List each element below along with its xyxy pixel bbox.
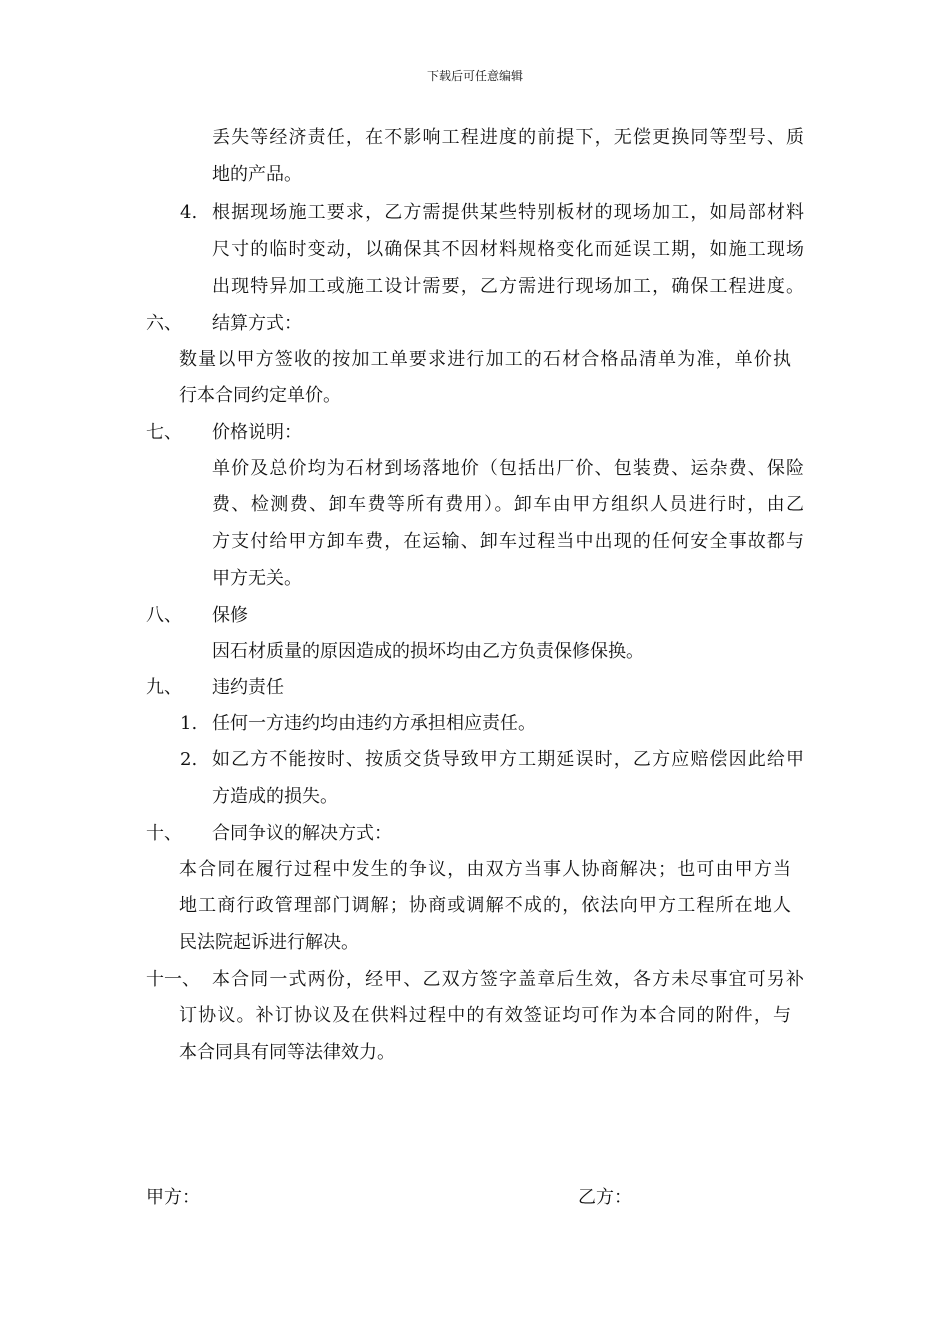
page-header: 下载后可任意编辑 bbox=[426, 69, 523, 83]
party-b-label: 乙方： bbox=[578, 1187, 632, 1208]
party-a-label: 甲方： bbox=[146, 1187, 200, 1208]
sec10-line3: 民法院起诉进行解决。 bbox=[179, 932, 359, 953]
sec11-line1: 本合同一式两份，经甲、乙双方签字盖章后生效，各方未尽事宜可另补 bbox=[212, 969, 804, 990]
sec8-title: 保修 bbox=[212, 605, 248, 626]
sec10-line1: 本合同在履行过程中发生的争议，由双方当事人协商解决；也可由甲方当 bbox=[179, 859, 791, 880]
sec8-line1: 因石材质量的原因造成的损坏均由乙方负责保修保换。 bbox=[212, 641, 644, 662]
sec9-item2-line1: 如乙方不能按时、按质交货导致甲方工期延误时，乙方应赔偿因此给甲 bbox=[212, 749, 804, 770]
sec6-line1: 数量以甲方签收的按加工单要求进行加工的石材合格品清单为准，单价执 bbox=[179, 349, 791, 370]
sec9-item1-text: 任何一方违约均由违约方承担相应责任。 bbox=[212, 713, 536, 734]
sec9-item2-number: 2. bbox=[180, 749, 198, 770]
sec9-item1-number: 1. bbox=[180, 713, 198, 734]
sec7-line4: 甲方无关。 bbox=[212, 568, 302, 589]
sec9-title: 违约责任 bbox=[212, 677, 284, 698]
sec10-line2: 地工商行政管理部门调解；协商或调解不成的，依法向甲方工程所在地人 bbox=[179, 895, 791, 916]
item-cont-line1: 丢失等经济责任，在不影响工程进度的前提下，无偿更换同等型号、质 bbox=[212, 127, 804, 148]
sec8-number: 八、 bbox=[146, 605, 182, 626]
sec7-line1: 单价及总价均为石材到场落地价（包括出厂价、包装费、运杂费、保险 bbox=[212, 458, 804, 479]
sec9-number: 九、 bbox=[146, 677, 182, 698]
sec7-title: 价格说明： bbox=[212, 422, 302, 443]
sec7-line2: 费、检测费、卸车费等所有费用）。卸车由甲方组织人员进行时，由乙 bbox=[212, 494, 804, 515]
sec11-line3: 本合同具有同等法律效力。 bbox=[179, 1042, 395, 1063]
sec6-title: 结算方式： bbox=[212, 313, 302, 334]
sec10-title: 合同争议的解决方式： bbox=[212, 823, 392, 844]
sec7-line3: 方支付给甲方卸车费，在运输、卸车过程当中出现的任何安全事故都与 bbox=[212, 531, 804, 552]
item-cont-line2: 地的产品。 bbox=[212, 164, 302, 185]
sec11-line2: 订协议。补订协议及在供料过程中的有效签证均可作为本合同的附件，与 bbox=[179, 1005, 791, 1026]
sec7-number: 七、 bbox=[146, 422, 182, 443]
sec10-number: 十、 bbox=[146, 823, 182, 844]
sec6-number: 六、 bbox=[146, 313, 182, 334]
item4-number: 4. bbox=[180, 202, 198, 223]
item4-line2: 尺寸的临时变动，以确保其不因材料规格变化而延误工期，如施工现场 bbox=[212, 239, 804, 260]
sec6-line2: 行本合同约定单价。 bbox=[179, 385, 341, 406]
sec9-item2-line2: 方造成的损失。 bbox=[212, 786, 338, 807]
item4-line1: 根据现场施工要求，乙方需提供某些特别板材的现场加工，如局部材料 bbox=[212, 202, 804, 223]
item4-line3: 出现特异加工或施工设计需要，乙方需进行现场加工，确保工程进度。 bbox=[212, 276, 804, 297]
sec11-number: 十一、 bbox=[146, 969, 200, 990]
